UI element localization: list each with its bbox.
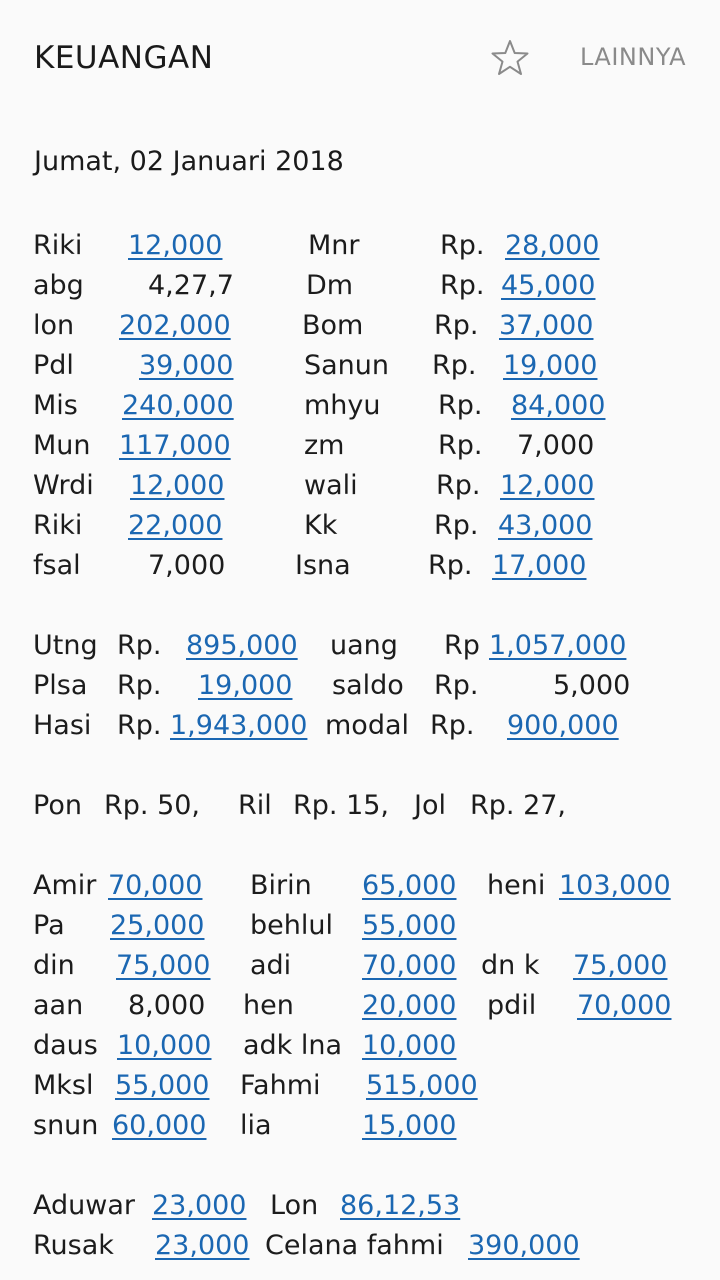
- note-blank-line: [0, 1146, 720, 1186]
- amount-link[interactable]: 55,000: [362, 910, 457, 941]
- note-line: [0, 266, 720, 306]
- amount-link[interactable]: 75,000: [573, 950, 668, 981]
- amount-link[interactable]: 25,000: [110, 910, 205, 941]
- note-text: Celana fahmi: [265, 1230, 444, 1261]
- amount-link[interactable]: 19,000: [503, 350, 598, 381]
- note-date: Jumat, 02 Januari 2018: [34, 146, 344, 177]
- note-line: [0, 666, 720, 706]
- note-text: Pdl: [33, 350, 74, 381]
- note-line: [0, 986, 720, 1026]
- amount-link[interactable]: 23,000: [155, 1230, 250, 1261]
- amount-link[interactable]: 10,000: [117, 1030, 212, 1061]
- note-text: Plsa: [33, 670, 88, 701]
- note-line: [0, 346, 720, 386]
- note-line: [0, 1226, 720, 1266]
- note-text: Mksl: [33, 1070, 94, 1101]
- note-text: Bom: [302, 310, 364, 341]
- amount-link[interactable]: 390,000: [468, 1230, 580, 1261]
- note-text: Rp. 50,: [104, 790, 201, 821]
- note-text: pdil: [487, 990, 537, 1021]
- note-text: Rp.: [117, 670, 162, 701]
- note-text: 4,27,7: [148, 270, 234, 301]
- note-text: Rp.: [434, 310, 479, 341]
- note-text: wali: [304, 470, 358, 501]
- note-blank-line: [0, 826, 720, 866]
- amount-link[interactable]: 37,000: [499, 310, 594, 341]
- note-text: Rp.: [434, 670, 479, 701]
- amount-link[interactable]: 103,000: [559, 870, 671, 901]
- amount-link[interactable]: 19,000: [198, 670, 293, 701]
- note-text: Rp.: [438, 430, 483, 461]
- note-text: Isna: [295, 550, 351, 581]
- note-text: Rp.: [117, 710, 162, 741]
- note-text: lia: [240, 1110, 272, 1141]
- note-text: 8,000: [128, 990, 206, 1021]
- note-text: Rp: [444, 630, 480, 661]
- amount-link[interactable]: 20,000: [362, 990, 457, 1021]
- note-text: Hasi: [33, 710, 92, 741]
- amount-link[interactable]: 70,000: [577, 990, 672, 1021]
- note-line: [0, 506, 720, 546]
- note-line: [0, 946, 720, 986]
- note-line: [0, 1106, 720, 1146]
- amount-link[interactable]: 12,000: [128, 230, 223, 261]
- amount-link[interactable]: 45,000: [501, 270, 596, 301]
- amount-link[interactable]: 12,000: [500, 470, 595, 501]
- note-text: adk lna: [243, 1030, 343, 1061]
- amount-link[interactable]: 900,000: [507, 710, 619, 741]
- amount-link[interactable]: 12,000: [130, 470, 225, 501]
- note-text: hen: [243, 990, 294, 1021]
- amount-link[interactable]: 86,12,53: [340, 1190, 461, 1221]
- note-blank-line: [0, 586, 720, 626]
- note-text: 7,000: [148, 550, 226, 581]
- amount-link[interactable]: 65,000: [362, 870, 457, 901]
- note-text: din: [33, 950, 75, 981]
- note-line: [0, 866, 720, 906]
- note-text: Rusak: [33, 1230, 114, 1261]
- star-outline-icon[interactable]: [490, 38, 530, 78]
- note-blank-line: [0, 746, 720, 786]
- note-text: lon: [33, 310, 75, 341]
- note-line: [0, 626, 720, 666]
- note-line: [0, 226, 720, 266]
- note-text: mhyu: [304, 390, 381, 421]
- amount-link[interactable]: 84,000: [511, 390, 606, 421]
- note-text: aan: [33, 990, 84, 1021]
- note-text: Riki: [33, 510, 83, 541]
- note-text: Dm: [306, 270, 354, 301]
- note-text: Riki: [33, 230, 83, 261]
- amount-link[interactable]: 202,000: [119, 310, 231, 341]
- note-line: [0, 386, 720, 426]
- note-text: Rp.: [440, 270, 485, 301]
- amount-link[interactable]: 60,000: [112, 1110, 207, 1141]
- amount-link[interactable]: 515,000: [366, 1070, 478, 1101]
- amount-link[interactable]: 240,000: [122, 390, 234, 421]
- note-text: Mnr: [308, 230, 360, 261]
- note-text: behlul: [250, 910, 333, 941]
- note-line: [0, 1186, 720, 1226]
- note-text: Rp.: [432, 350, 477, 381]
- note-text: Sanun: [304, 350, 390, 381]
- note-text: Rp.: [428, 550, 473, 581]
- note-text: saldo: [332, 670, 404, 701]
- note-line: [0, 546, 720, 586]
- note-line: [0, 426, 720, 466]
- amount-link[interactable]: 17,000: [492, 550, 587, 581]
- note-text: Rp.: [440, 230, 485, 261]
- note-text: heni: [487, 870, 546, 901]
- note-text: daus: [33, 1030, 98, 1061]
- more-button[interactable]: LAINNYA: [580, 43, 687, 71]
- note-text: 7,000: [517, 430, 595, 461]
- note-text: zm: [304, 430, 345, 461]
- app-title: KEUANGAN: [34, 40, 214, 76]
- note-text: dn k: [481, 950, 540, 981]
- note-line: [0, 906, 720, 946]
- note-line: [0, 1066, 720, 1106]
- note-text: Kk: [304, 510, 338, 541]
- note-text: Utng: [33, 630, 98, 661]
- note-text: Wrdi: [33, 470, 94, 501]
- amount-link[interactable]: 23,000: [152, 1190, 247, 1221]
- note-text: Aduwar: [33, 1190, 135, 1221]
- amount-link[interactable]: 39,000: [139, 350, 234, 381]
- note-text: modal: [325, 710, 410, 741]
- note-text: Rp. 27,: [470, 790, 567, 821]
- note-text: fsal: [33, 550, 81, 581]
- app-bar: [0, 0, 720, 118]
- amount-link[interactable]: 10,000: [362, 1030, 457, 1061]
- note-text: uang: [330, 630, 398, 661]
- note-text: Rp.: [430, 710, 475, 741]
- note-text: abg: [33, 270, 84, 301]
- amount-link[interactable]: 22,000: [128, 510, 223, 541]
- note-text: adi: [250, 950, 292, 981]
- note-line: [0, 1026, 720, 1066]
- note-text: Pon: [33, 790, 82, 821]
- amount-link[interactable]: 55,000: [115, 1070, 210, 1101]
- note-line: [0, 786, 720, 826]
- note-text: Rp.: [438, 390, 483, 421]
- amount-link[interactable]: 43,000: [498, 510, 593, 541]
- note-text: snun: [33, 1110, 99, 1141]
- note-text: Rp.: [436, 470, 481, 501]
- amount-link[interactable]: 15,000: [362, 1110, 457, 1141]
- note-text: Mun: [33, 430, 91, 461]
- amount-link[interactable]: 70,000: [108, 870, 203, 901]
- amount-link[interactable]: 75,000: [116, 950, 211, 981]
- note-text: Amir: [33, 870, 97, 901]
- note-text: 5,000: [553, 670, 631, 701]
- note-text: Fahmi: [240, 1070, 321, 1101]
- amount-link[interactable]: 70,000: [362, 950, 457, 981]
- note-text: Rp.: [434, 510, 479, 541]
- note-text: Birin: [250, 870, 312, 901]
- amount-link[interactable]: 895,000: [186, 630, 298, 661]
- note-line: [0, 706, 720, 746]
- amount-link[interactable]: 28,000: [505, 230, 600, 261]
- note-text: Pa: [33, 910, 65, 941]
- note-text: Ril: [238, 790, 272, 821]
- note-text: Lon: [270, 1190, 319, 1221]
- note-line: [0, 466, 720, 506]
- amount-link[interactable]: 1,943,000: [170, 710, 308, 741]
- note-text: Rp.: [117, 630, 162, 661]
- note-line: [0, 306, 720, 346]
- amount-link[interactable]: 1,057,000: [489, 630, 627, 661]
- note-text: Jol: [414, 790, 446, 821]
- amount-link[interactable]: 117,000: [119, 430, 231, 461]
- note-text: Rp. 15,: [293, 790, 390, 821]
- note-text: Mis: [33, 390, 78, 421]
